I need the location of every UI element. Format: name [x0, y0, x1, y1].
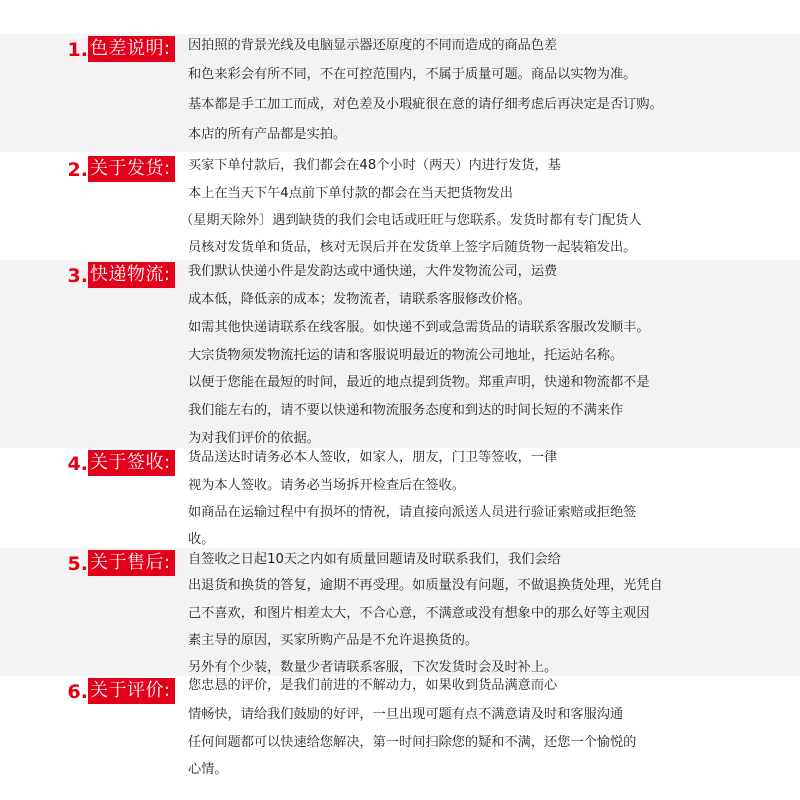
section-text-line: 出退货和换货的答复，逾期不再受理。如质量没有问题，不做退换货处理，光凭自: [188, 578, 663, 593]
section-text-line: 自签收之日起10天之内如有质量回题请及时联系我们，我们会给: [188, 552, 561, 567]
section-text-line: 另外有个少装，数量少者请联系客服，下次发货时会及时补上。: [188, 660, 558, 675]
section-number: 5.: [67, 553, 88, 575]
section-text-line: 成本低，降低亲的成本；发物流者，请联系客服修改价格。: [188, 292, 531, 307]
section-title: 关于发货:: [88, 156, 175, 182]
section-text-line: 如需其他快递请联系在线客服。如快递不到或急需货品的请联系客服改发顺丰。: [188, 320, 650, 335]
section-text-line: 以便于您能在最短的时间，最近的地点提到货物。郑重声明，快递和物流都不是: [188, 375, 650, 390]
section-text-line: 任何间题都可以快速给您解决，第一时间扫除您的疑和不满，还您一个愉悦的: [188, 735, 637, 750]
section-title: 关于签收:: [88, 450, 175, 476]
section-number: 2.: [67, 159, 88, 181]
section-shipping: [0, 154, 800, 258]
section-text-line: 因拍照的背景光线及电脑显示器还原度的不同而造成的商品色差: [188, 38, 558, 53]
section-text-line: 心情。: [188, 762, 228, 777]
section-text-line: 我们能左右的，请不要以快递和物流服务态度和到达的时间长短的不满来作: [188, 403, 624, 418]
section-text-line: 本店的所有产品都是实拍。: [188, 127, 347, 142]
section-text-line: 为对我们评价的依据。: [188, 431, 320, 446]
section-text-line: 我们默认快递小件是发韵达或中通快递，大件发物流公司，运费: [188, 264, 558, 279]
section-text-line: 买家下单付款后，我们都会在48个小时（两天）内进行发货，基: [188, 158, 561, 173]
section-text-line: 员核对发货单和货品，核对无误后并在发货单上签字后随货物一起装箱发出。: [188, 240, 637, 255]
section-text-line: 和色来彩会有所不同，不在可控范围内，不属于质量可题。商品以实物为准。: [188, 67, 637, 82]
section-text-line: 如商品在运输过程中有损坏的情祝，请直接向派送人员进行验证索赔或拒绝签: [188, 505, 637, 520]
section-after-sales: [0, 548, 800, 676]
section-text-line: 本上在当天下午4点前下单付款的都会在当天把货物发出: [188, 186, 513, 201]
section-text-line: 货品送达时请务必本人签收，如家人，朋友，门卫等签收，一律: [188, 450, 558, 465]
section-text-line: 己不喜欢，和图片相差太大，不合心意，不满意或没有想象中的那么好等主观因: [188, 606, 650, 621]
section-title: 关于评价:: [88, 678, 175, 704]
section-title: 关于售后:: [88, 550, 175, 576]
section-text-line: 收。: [188, 532, 215, 547]
section-title: 快递物流:: [88, 262, 175, 288]
section-text-line: （星期天除外〕遇到缺货的我们会电话或旺旺与您联系。发货时都有专门配货人: [180, 213, 642, 228]
section-number: 6.: [67, 681, 88, 703]
section-review: [0, 676, 800, 786]
section-text-line: 素主导的原因，买家所购产品是不允许退换货的。: [188, 633, 479, 648]
section-color-difference: [0, 34, 800, 152]
section-logistics: [0, 260, 800, 448]
section-text-line: 您忠恳的评价，是我们前进的不解动力，如果收到货品满意而心: [188, 678, 558, 693]
section-number: 4.: [67, 453, 88, 475]
section-title: 色差说明:: [88, 36, 175, 62]
section-text-line: 视为本人签收。请务必当场拆开检查后在签收。: [188, 478, 465, 493]
section-text-line: 基本都是手工加工而成，对色差及小瑕疵很在意的请仔细考虑后再决定是否订购。: [188, 97, 663, 112]
section-number: 1.: [67, 39, 88, 61]
section-receipt: [0, 448, 800, 548]
section-text-line: 情畅快，请给我们鼓励的好评，一旦出现可题有点不满意请及时和客服沟通: [188, 707, 624, 722]
section-text-line: 大宗货物须发物流托运的请和客服说明最近的物流公司地址，托运站名称。: [188, 348, 624, 363]
section-number: 3.: [67, 265, 88, 287]
